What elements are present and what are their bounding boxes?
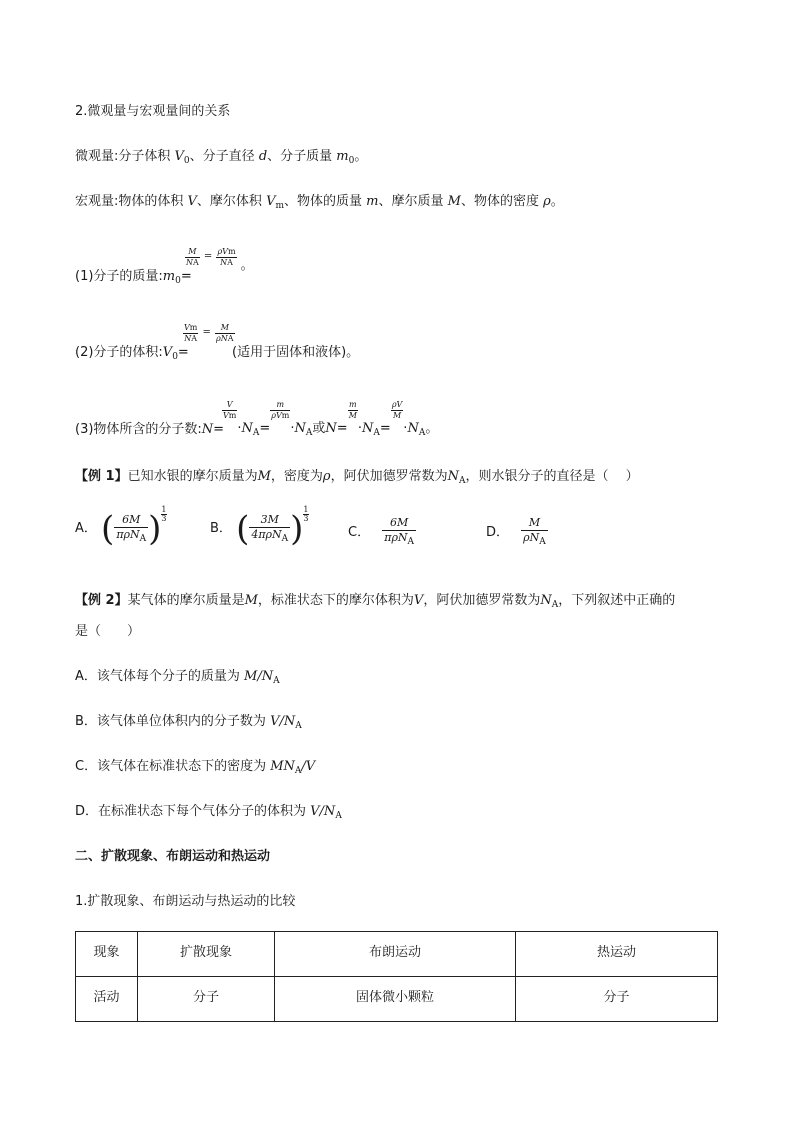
- fraction: $\frac{M}{\text{ρNA}}$: [216, 323, 234, 343]
- table-header-cell: 布朗运动: [275, 932, 516, 977]
- formula-molecule-mass: (1)分子的质量$:m_0=$: [75, 269, 192, 286]
- option-a[interactable]: A．该气体每个分子的质量为 $M/N_A$: [75, 669, 280, 686]
- table-header-row: [76, 932, 718, 977]
- formula-molecule-count: (3)物体所含的分子数:N=: [75, 422, 225, 437]
- option-b[interactable]: B． ( $\frac{3M}{4\pi\rho N_A}$ ) $\frac{1}{3}$: [210, 505, 309, 549]
- vm-symbol: $V_m$: [266, 194, 285, 211]
- option-d[interactable]: D．在标准状态下每个气体分子的体积为 $V/N_A$: [75, 804, 342, 821]
- micro-quantities-line: 微观量:分子体积 $V_0$、分子直径 d、分子质量 $m_0$。: [75, 149, 368, 166]
- option-b[interactable]: B．该气体单位体积内的分子数为 $V/N_A$: [75, 714, 302, 731]
- comparison-table: [75, 931, 718, 1022]
- micro-label: 微观量:分子体积: [75, 149, 171, 164]
- table-row: [76, 977, 718, 1022]
- subsection-title: 1.扩散现象、布朗运动与热运动的比较: [75, 894, 296, 909]
- fraction: $\frac{M}{NA}$: [186, 247, 199, 267]
- formula-molecule-volume: (2)分子的体积$:V_0=$: [75, 345, 189, 362]
- formula2-fractions: $\frac{Vm}{NA}$ = $\frac{M}{\text{ρNA}}$: [184, 323, 234, 343]
- example-tag: 【例 2】: [75, 593, 128, 608]
- example-tag: 【例 1】: [75, 469, 128, 484]
- option-d[interactable]: D． $\frac{M}{\rho N_A}$: [486, 516, 546, 547]
- table-cell: 固体微小颗粒: [275, 977, 516, 1022]
- d-symbol: d: [258, 149, 268, 164]
- molar-mass-symbol: M: [447, 194, 461, 209]
- option-c[interactable]: C． $\frac{6M}{\pi\rho N_A}$: [348, 516, 415, 547]
- example1-question: 【例 1】已知水银的摩尔质量为M，密度为ρ，阿伏加德罗常数为$N_A$，则水银分子的直径是（ ）: [75, 469, 639, 486]
- rho-symbol: ρ: [543, 194, 551, 209]
- option-a[interactable]: A． ( $\frac{6M}{\pi\rho N_A}$ ) $\frac{1}{3}$: [75, 505, 167, 549]
- formula1-fractions: $\frac{M}{NA}$ = $\frac{\text{ρVm}}{NA}$ 。: [186, 247, 254, 273]
- fraction: $\frac{\text{ρVm}}{NA}$: [217, 247, 236, 267]
- section-heading: 二、扩散现象、布朗运动和热运动: [75, 849, 271, 864]
- fraction: $\frac{m}{M}$: [348, 400, 357, 420]
- formula3-expression: $\frac{V}{Vm}$ $\cdot N_A=$ $\frac{m}{\text{ρVm}}$ $\cdot N_A$或N= $\frac{m}{M}$ $\cdot N_A=$ $\frac{\rho V}{M}$ $\cdot N_A$。: [223, 400, 439, 438]
- section-title: 2.微观量与宏观量间的关系: [75, 104, 231, 119]
- table-header-cell: 热运动: [516, 932, 718, 977]
- table-cell: 活动: [76, 977, 138, 1022]
- table-header-cell: 现象: [76, 932, 138, 977]
- example2-question-cont: 是（ ）: [75, 624, 141, 639]
- example2-question: 【例 2】某气体的摩尔质量是M，标准状态下的摩尔体积为V，阿伏加德罗常数为$N_A$，下列叙述中正确的: [75, 593, 676, 610]
- macro-label: 宏观量:物体的体积: [75, 194, 184, 209]
- table-cell: 分子: [516, 977, 718, 1022]
- m-symbol: m: [366, 194, 379, 209]
- v0-symbol: $V_0$: [174, 149, 190, 166]
- fraction: $\frac{Vm}{NA}$: [184, 323, 198, 343]
- formula2-note: (适用于固体和液体)。: [232, 345, 360, 360]
- option-c[interactable]: C．该气体在标准状态下的密度为 $MN_A/V$: [75, 759, 316, 776]
- fraction: $\frac{\rho V}{M}$: [391, 400, 403, 420]
- table-header-cell: 扩散现象: [138, 932, 275, 977]
- macro-quantities-line: 宏观量:物体的体积 V、摩尔体积 $V_m$、物体的质量 m、摩尔质量 M、物体的密度 ρ。: [75, 194, 564, 211]
- m0-symbol: $m_0$: [336, 149, 355, 166]
- fraction: $\frac{V}{Vm}$: [223, 400, 237, 420]
- table-cell: 分子: [138, 977, 275, 1022]
- fraction: $\frac{m}{\text{ρVm}}$: [271, 400, 290, 420]
- v-symbol: V: [187, 194, 197, 209]
